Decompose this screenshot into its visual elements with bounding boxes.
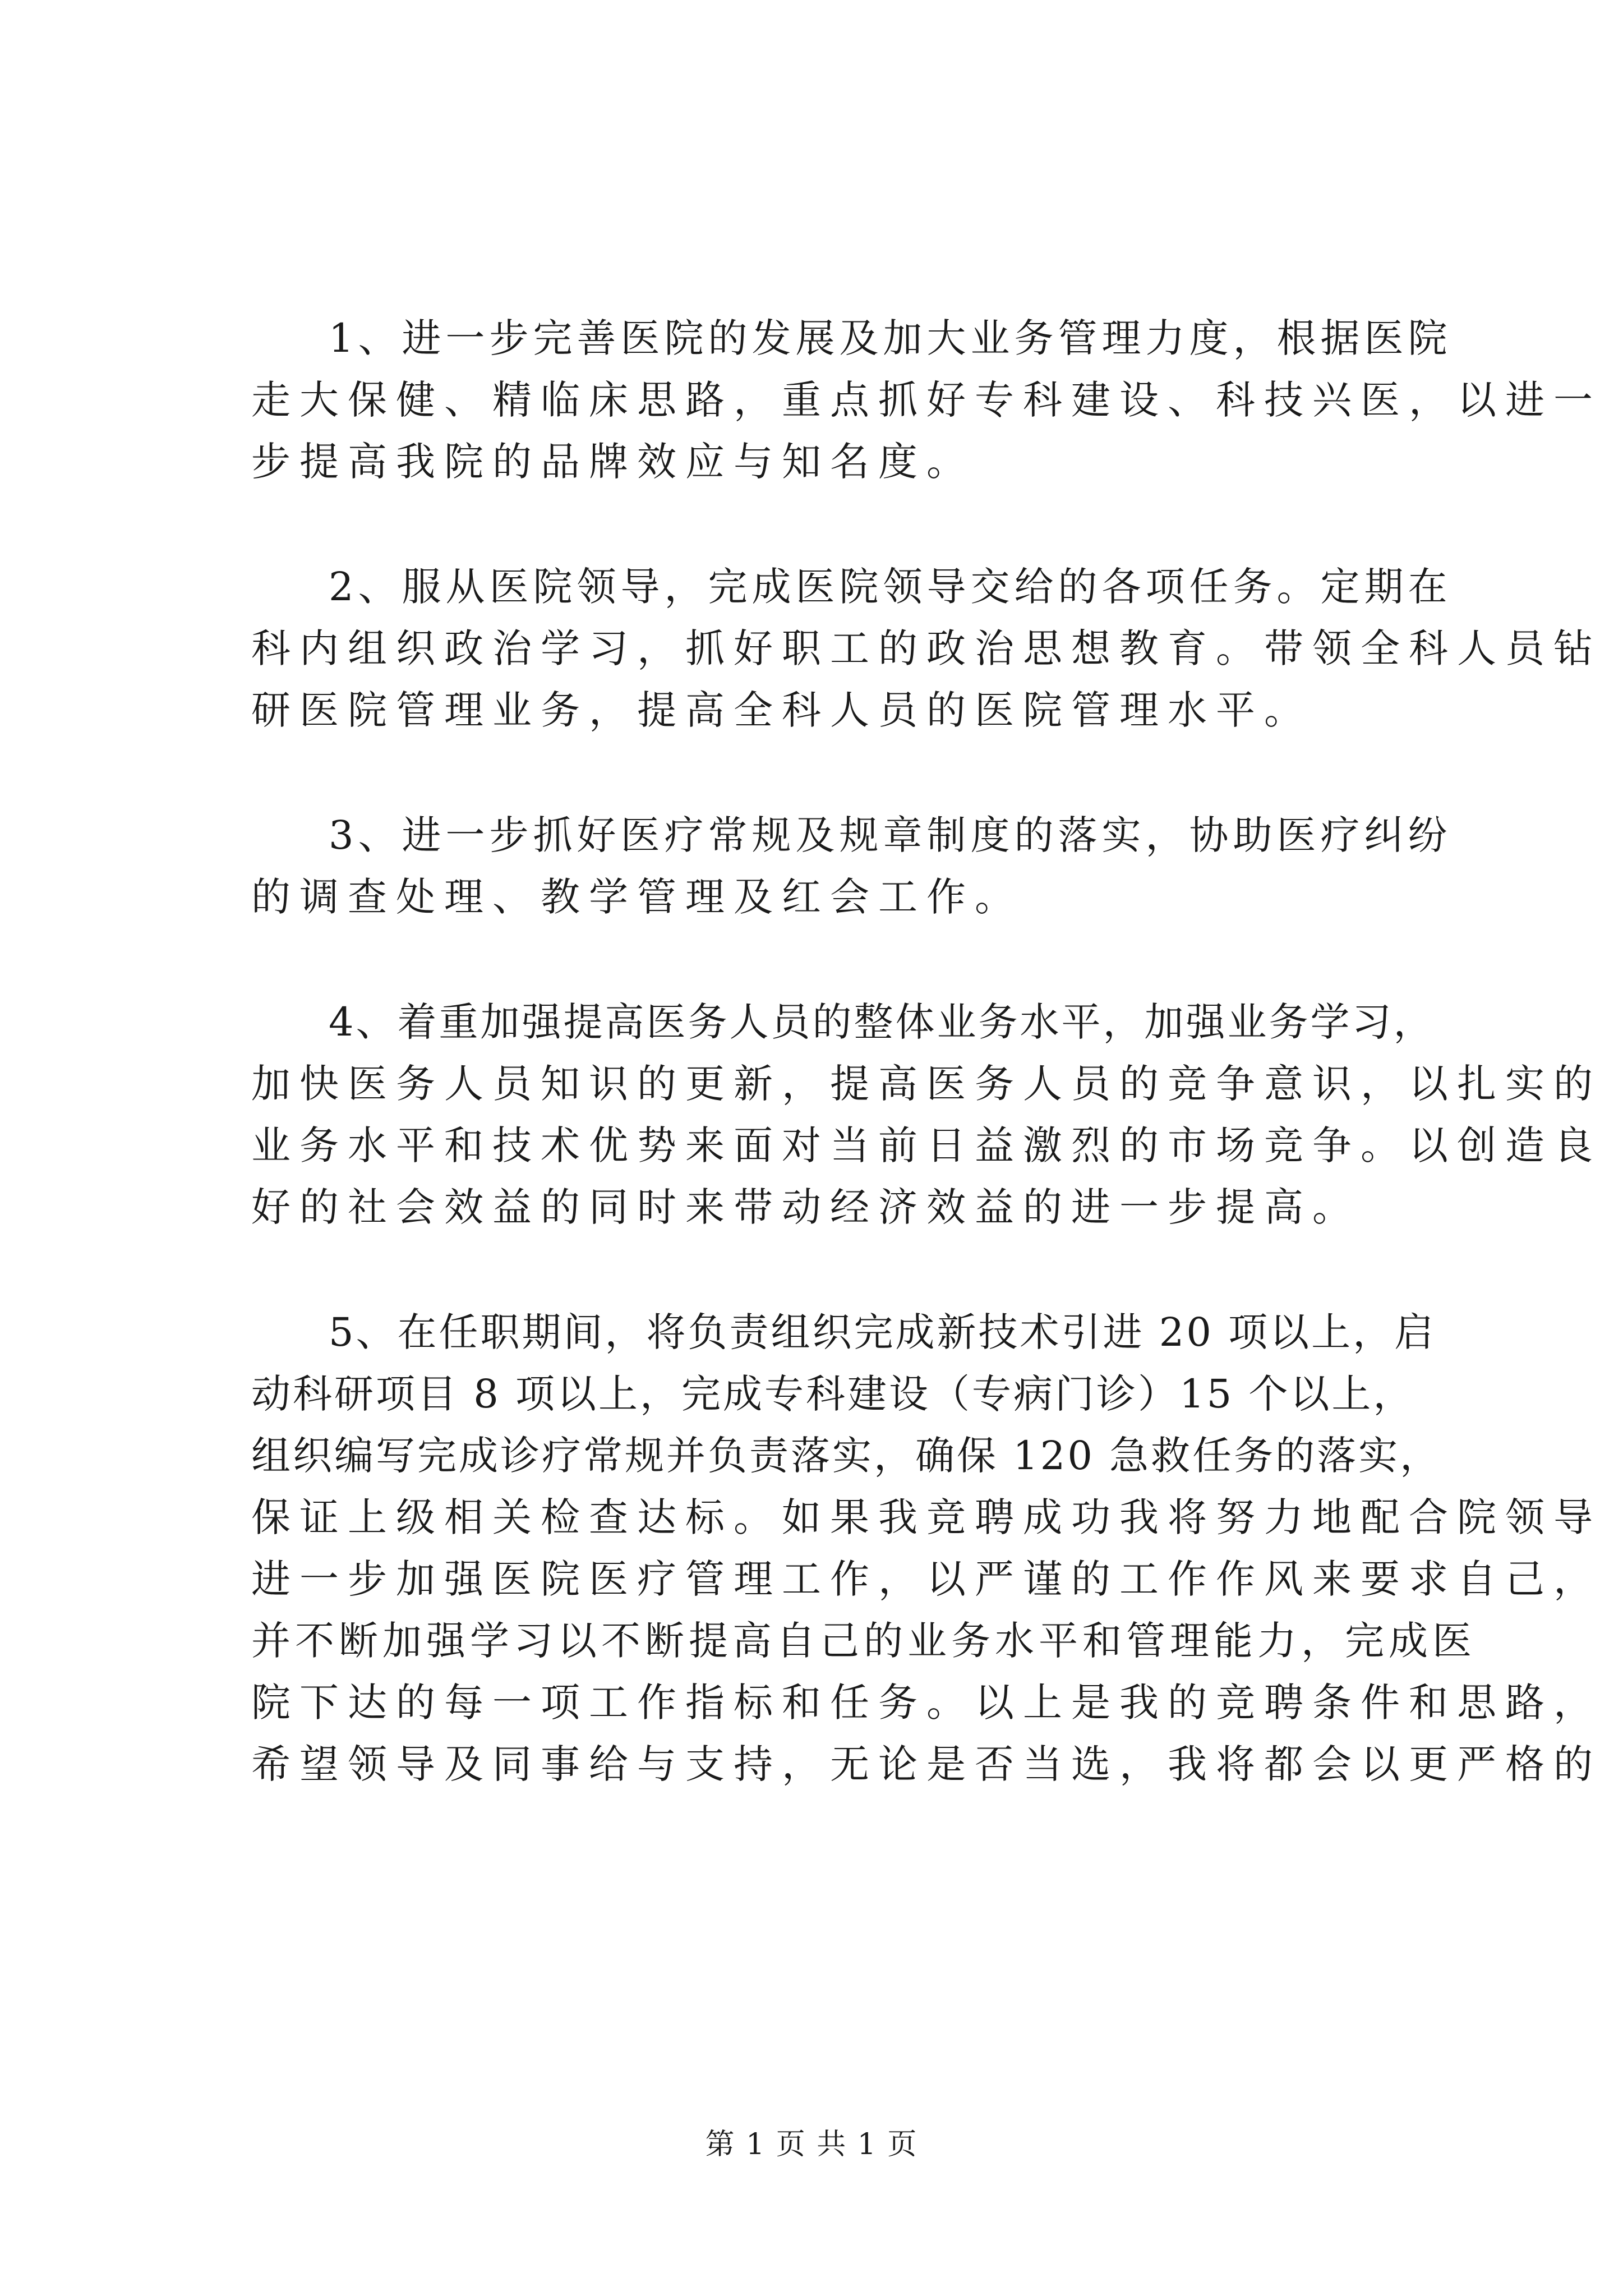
paragraph-5-line-5: 进一步加强医院医疗管理工作，以严谨的工作作风来要求自己， — [251, 1556, 1602, 1602]
paragraph-5-line-2: 动科研项目 8 项以上，完成专科建设（专病门诊）15 个以上， — [251, 1371, 1415, 1417]
paragraph-5-line-3: 组织编写完成诊疗常规并负责落实，确保 120 急救任务的落实， — [251, 1433, 1442, 1479]
paragraph-4-line-1: 4、着重加强提高医务人员的整体业务水平，加强业务学习， — [329, 999, 1435, 1045]
paragraph-2-line-2: 科内组织政治学习，抓好职工的政治思想教育。带领全科人员钻 — [251, 625, 1602, 671]
paragraph-3-line-1: 3、进一步抓好医疗常规及规章制度的落实，协助医疗纠纷 — [329, 812, 1452, 858]
paragraph-2-line-3: 研医院管理业务，提高全科人员的医院管理水平。 — [251, 687, 1312, 733]
paragraph-4-line-3: 业务水平和技术优势来面对当前日益激烈的市场竞争。以创造良 — [251, 1122, 1602, 1168]
paragraph-2-line-1: 2、服从医院领导，完成医院领导交给的各项任务。定期在 — [329, 564, 1452, 610]
paragraph-5-line-4: 保证上级相关检查达标。如果我竞聘成功我将努力地配合院领导 — [251, 1494, 1602, 1540]
page-number-footer: 第 1 页 共 1 页 — [705, 2128, 918, 2161]
paragraph-4-line-2: 加快医务人员知识的更新，提高医务人员的竞争意识，以扎实的 — [251, 1061, 1602, 1107]
paragraph-4-line-4: 好的社会效益的同时来带动经济效益的进一步提高。 — [251, 1184, 1361, 1230]
paragraph-1-line-3: 步提高我院的品牌效应与知名度。 — [251, 439, 975, 485]
body-text — [251, 307, 1602, 1795]
paragraph-5-line-8: 希望领导及同事给与支持，无论是否当选，我将都会以更严格的 — [251, 1741, 1602, 1787]
paragraph-1-line-2: 走大保健、精临床思路，重点抓好专科建设、科技兴医，以进一 — [251, 377, 1602, 423]
paragraph-5-line-1: 5、在任职期间，将负责组织完成新技术引进 20 项以上，启 — [329, 1309, 1436, 1355]
paragraph-3-line-2: 的调查处理、教学管理及红会工作。 — [251, 874, 1023, 920]
paragraph-5-line-6: 并不断加强学习以不断提高自己的业务水平和管理能力，完成医 — [251, 1618, 1476, 1664]
paragraph-1-line-1: 1、进一步完善医院的发展及加大业务管理力度，根据医院 — [329, 315, 1452, 361]
paragraph-5-line-7: 院下达的每一项工作指标和任务。以上是我的竞聘条件和思路， — [251, 1680, 1602, 1726]
